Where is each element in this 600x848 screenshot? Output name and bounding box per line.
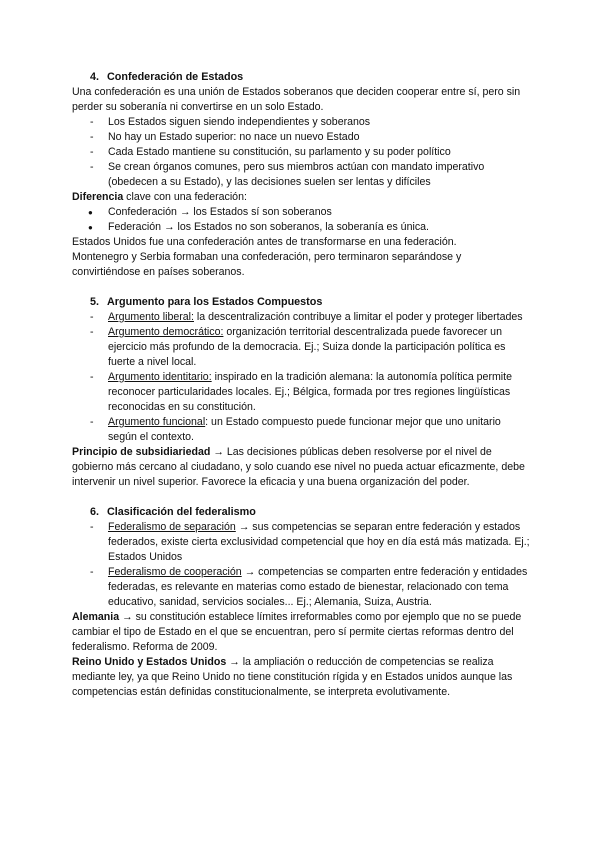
list-item: - Federalismo de cooperación → competencias se comparten entre federación y entidades federadas, es relevante en materias como estado de bienestar, relacionado con tema educativo, sanidad, servicios sociales... Ej.; Alemania, Suiza, Austria. — [72, 565, 532, 610]
list-item: - Argumento identitario: inspirado en la tradición alemana: la autonomía política permite reconocer particularidades locales. Ej.; Bélgica, formada por tres regiones lingüísticas reconocidas en su constitución. — [72, 370, 532, 415]
germany-paragraph: Alemania → su constitución establece límites irreformables como por ejemplo que no se puede cambiar el tipo de Estado en el que se encuentran, pero sí permite ciertas reformas dentro del federalismo. Reforma de 2009. — [72, 611, 522, 653]
underlined-term: Argumento democrático: — [108, 326, 224, 338]
difference-line: Diferencia clave con una federación: — [72, 191, 247, 203]
section-number: 6. — [90, 506, 100, 518]
note-usa: Estados Unidos fue una confederación antes de transformarse en una federación. — [72, 236, 457, 248]
bold-term: Principio de subsidiariedad — [72, 446, 211, 458]
bold-term: Diferencia — [72, 191, 124, 203]
list-item: - Argumento democrático: organización territorial descentralizada puede favorecer un ejercicio más profundo de la democracia. Ej.; Suiza donde la participación política es fuerte a nivel local. — [72, 325, 532, 370]
document-page — [72, 70, 532, 700]
section-title: Confederación de Estados — [107, 71, 244, 83]
arguments-list — [72, 310, 532, 445]
section-5-heading — [72, 295, 532, 310]
confederation-features-list — [72, 115, 532, 190]
list-item: ● Confederación → los Estados sí son soberanos — [72, 205, 532, 220]
difference-bullets — [72, 205, 532, 235]
list-item: - No hay un Estado superior: no nace un nuevo Estado — [72, 130, 532, 145]
list-item: ● Federación → los Estados no son soberanos, la soberanía es única. — [72, 220, 532, 235]
underlined-term: Argumento funcional — [108, 416, 206, 428]
bold-term: Reino Unido y Estados Unidos — [72, 656, 227, 668]
section-title: Clasificación del federalismo — [107, 506, 256, 518]
note-montenegro: Montenegro y Serbia formaban una confederación, pero terminaron separándose y convirtiéndose en países soberanos. — [72, 251, 462, 278]
section-4-heading — [72, 70, 532, 85]
list-item: - Se crean órganos comunes, pero sus miembros actúan con mandato imperativo (obedecen a su Estado), y las decisiones suelen ser lentas y difíciles — [72, 160, 532, 190]
federalism-types-list — [72, 520, 532, 610]
section-6-heading — [72, 505, 532, 520]
list-item: - Argumento liberal: la descentralización contribuye a limitar el poder y proteger libertades — [72, 310, 532, 325]
underlined-term: Argumento identitario: — [108, 371, 212, 383]
underlined-term: Federalismo de separación — [108, 521, 236, 533]
underlined-term: Argumento liberal: — [108, 311, 194, 323]
list-item: - Argumento funcional: un Estado compuesto puede funcionar mejor que uno unitario según el contexto. — [72, 415, 532, 445]
bold-term: Alemania — [72, 611, 120, 623]
section-number: 4. — [90, 71, 100, 83]
list-item: - Cada Estado mantiene su constitución, su parlamento y su poder político — [72, 145, 532, 160]
subsidiarity-paragraph: Principio de subsidiariedad → Las decisiones públicas deben resolverse por el nivel de gobierno más cercano al ciudadano, y solo cuando ese nivel no pueda actuar eficazmente, debe intervenir un nivel superior. Favorece la eficacia y una buena organización del poder. — [72, 446, 525, 488]
confederation-intro: Una confederación es una unión de Estados soberanos que deciden cooperar entre sí, pero sin perder su soberanía ni convertirse en un solo Estado. — [72, 86, 521, 113]
underlined-term: Federalismo de cooperación — [108, 566, 242, 578]
uk-usa-paragraph: Reino Unido y Estados Unidos → la ampliación o reducción de competencias se realiza mediante ley, ya que Reino Unido no tiene constitución rígida y en Estados unidos aunque las competencias están definidas constitucionalmente, se interpreta evolutivamente. — [72, 656, 513, 698]
section-title: Argumento para los Estados Compuestos — [107, 296, 323, 308]
list-item: - Los Estados siguen siendo independientes y soberanos — [72, 115, 532, 130]
section-number: 5. — [90, 296, 100, 308]
list-item: - Federalismo de separación → sus competencias se separan entre federación y estados federados, existe cierta exclusividad competencial que hoy en día está más matizada. Ej.; Estados Unidos — [72, 520, 532, 565]
